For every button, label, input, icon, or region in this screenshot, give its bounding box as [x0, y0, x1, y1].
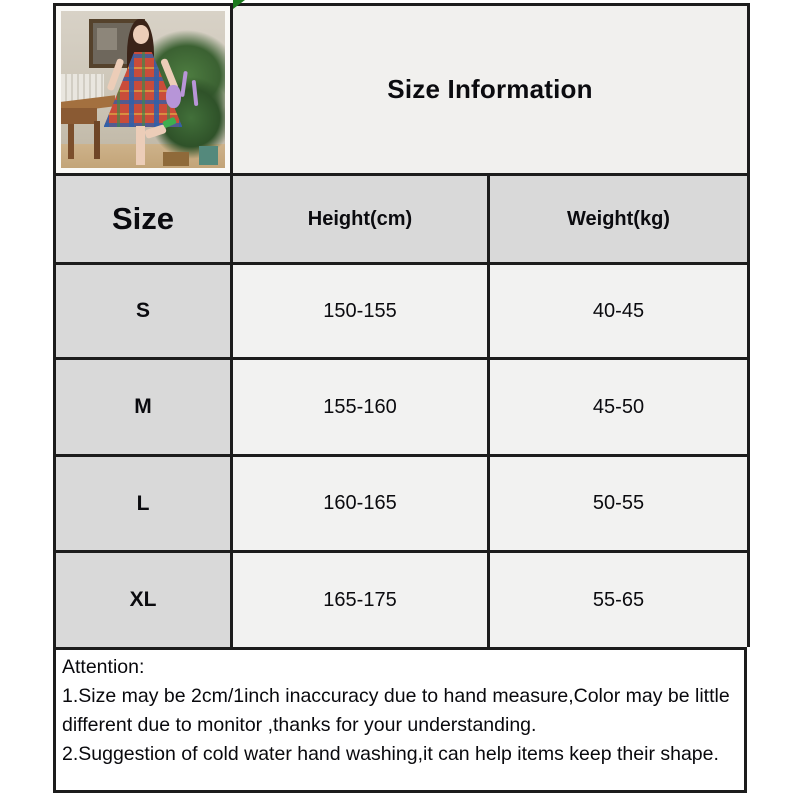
photo-model-leg — [136, 126, 144, 165]
product-photo — [61, 11, 225, 168]
column-header-weight: Weight(kg) — [490, 176, 747, 262]
size-information-title: Size Information — [387, 74, 593, 104]
attention-heading: Attention: — [62, 656, 145, 678]
row-m-height-value: 155-160 — [233, 360, 487, 454]
row-l-size-label: L — [56, 457, 230, 550]
attention-note-2: 2.Suggestion of cold water hand washing,it can help items keep their shape. — [62, 743, 719, 765]
photo-crate — [163, 152, 189, 166]
row-s-weight-value: 40-45 — [490, 265, 747, 357]
column-header-size: Size — [56, 176, 230, 262]
photo-flower-bouquet — [166, 85, 181, 109]
row-s-size-label: S — [56, 265, 230, 357]
row-l-weight-value: 50-55 — [490, 457, 747, 550]
photo-table-leg — [68, 124, 75, 159]
product-photo-cell — [56, 6, 230, 173]
photo-plant-pot — [199, 146, 219, 165]
row-m-weight-value: 45-50 — [490, 360, 747, 454]
photo-model-face — [133, 25, 149, 44]
green-corner-marker-icon — [233, 0, 245, 9]
row-xl-weight-value: 55-65 — [490, 553, 747, 647]
size-information-header-cell — [233, 6, 747, 173]
size-table — [53, 3, 750, 647]
attention-note-1: 1.Size may be 2cm/1inch inaccuracy due to hand measure,Color may be little different due to monitor ,thanks for your understanding. — [62, 685, 730, 736]
row-xl-size-label: XL — [56, 553, 230, 647]
row-m-size-label: M — [56, 360, 230, 454]
photo-wood-table-front — [61, 108, 97, 124]
attention-box — [53, 647, 747, 793]
row-l-height-value: 160-165 — [233, 457, 487, 550]
row-xl-height-value: 165-175 — [233, 553, 487, 647]
row-s-height-value: 150-155 — [233, 265, 487, 357]
column-header-height: Height(cm) — [233, 176, 487, 262]
photo-table-leg — [94, 121, 101, 159]
photo-picture-frame-art — [97, 28, 117, 50]
